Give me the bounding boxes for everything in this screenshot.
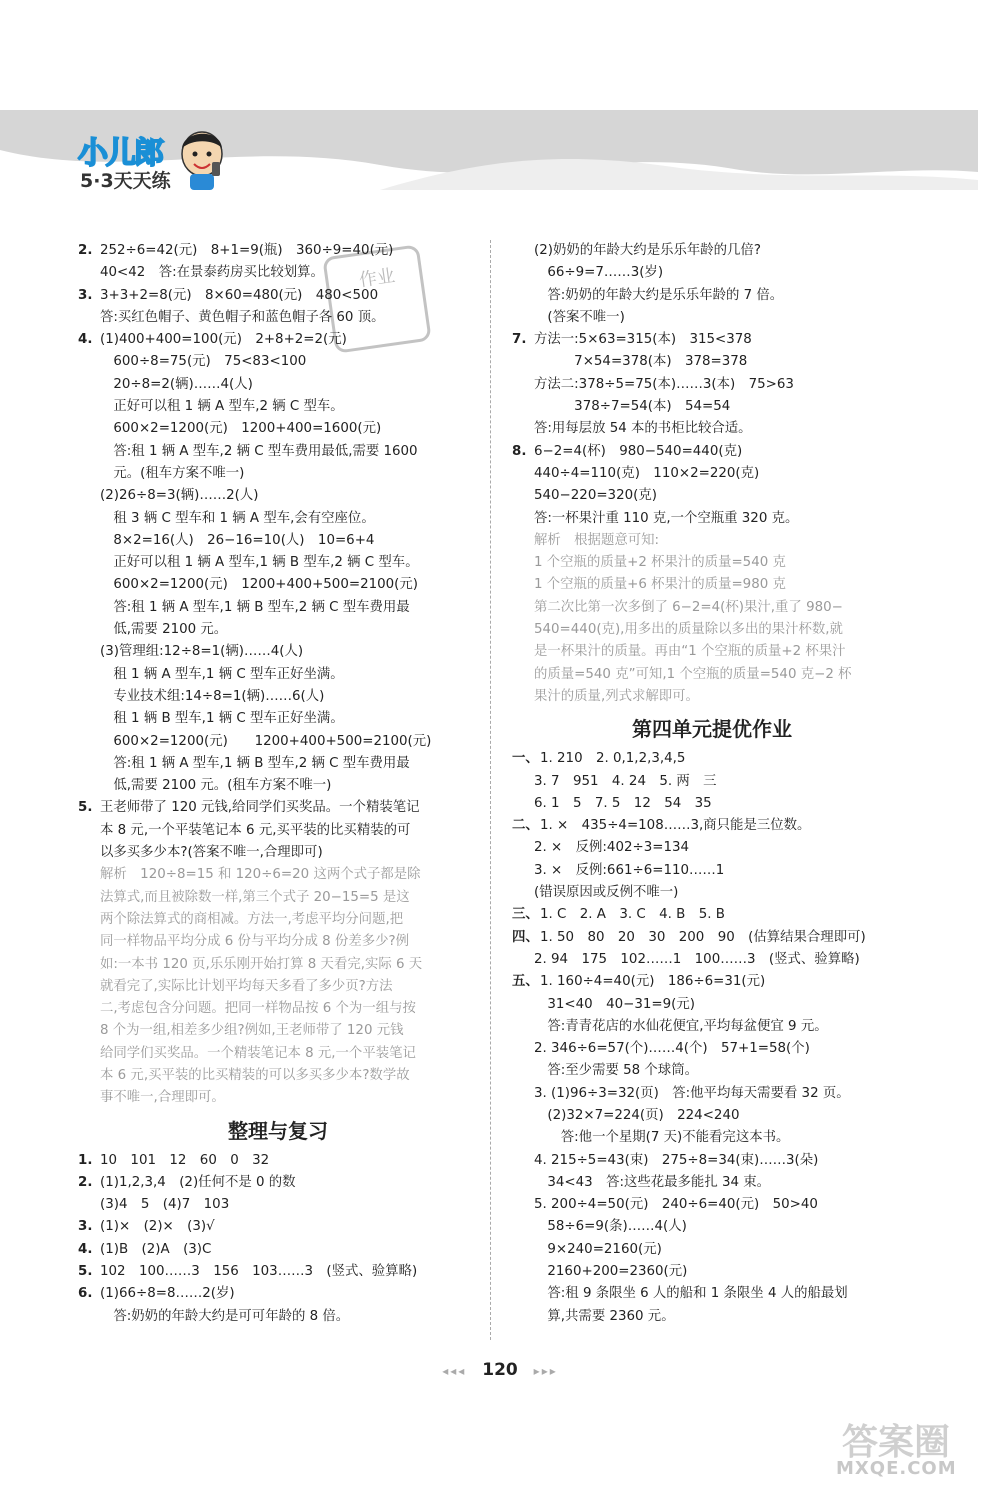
answer-line <box>78 708 478 730</box>
answer-line <box>512 1150 912 1172</box>
answer-line <box>78 1020 478 1042</box>
answer-line <box>512 1283 912 1305</box>
answer-line <box>512 994 912 1016</box>
answer-text: 1. 210 2. 0,1,2,3,4,5 <box>540 751 686 767</box>
answer-line <box>78 418 478 440</box>
answer-text: 1. × 435÷4=108……3,商只能是三位数。 <box>540 818 811 834</box>
answer-text: 66÷9=7……3(岁) <box>534 265 664 281</box>
answer-line <box>78 731 478 753</box>
question-number: 6. <box>78 1286 93 1302</box>
answer-line <box>512 485 912 507</box>
answer-line <box>512 351 912 373</box>
answer-line <box>78 307 478 329</box>
answer-line <box>512 1038 912 1060</box>
answer-text: 3. (1)96÷3=32(页) 答:他平均每天需要看 32 页。 <box>534 1085 850 1101</box>
answer-text: 答:一杯果汁重 110 克,一个空瓶重 320 克。 <box>534 510 799 526</box>
question-number: 4. <box>78 1241 93 1257</box>
answer-line <box>512 1016 912 1038</box>
answer-text: 3+3+2=8(元) 8×60=480(元) 480<500 <box>100 287 379 303</box>
question-number: 三、 <box>512 907 539 923</box>
answer-line <box>78 641 478 663</box>
site-watermark-url: MXQE.COM <box>836 1458 957 1479</box>
answer-line <box>512 1060 912 1082</box>
answer-line <box>78 619 478 641</box>
answer-line <box>78 262 478 284</box>
answer-line <box>78 931 478 953</box>
site-watermark-logo: 答案圈 <box>842 1422 951 1463</box>
answer-text: 专业技术组:14÷8=1(辆)……6(人) <box>100 688 325 704</box>
question-number: 5. <box>78 1264 93 1280</box>
answer-line <box>78 240 478 262</box>
answer-line <box>78 954 478 976</box>
answer-text: 算,共需要 2360 元。 <box>534 1308 675 1324</box>
answer-text: (错误原因或反例不唯一) <box>534 885 679 901</box>
answer-line <box>512 262 912 284</box>
answer-text: 低,需要 2100 元。 <box>100 622 228 638</box>
answer-line <box>512 418 912 440</box>
answer-text: 本 6 元,买平装的比买精装的可以多买多少本?数学故 <box>100 1067 410 1083</box>
question-number: 3. <box>78 1219 93 1235</box>
answer-line <box>512 574 912 596</box>
answer-line <box>78 1261 478 1283</box>
answer-text: (3)管理组:12÷8=1(辆)……4(人) <box>100 644 304 660</box>
answer-line <box>512 1105 912 1127</box>
answer-line <box>512 927 912 949</box>
answer-line <box>78 574 478 596</box>
answer-text: 二,考虑包含分问题。把同一样物品按 6 个为一组与按 <box>100 1001 416 1017</box>
answer-line <box>78 1150 478 1172</box>
answer-text: 20÷8=2(辆)……4(人) <box>100 376 253 392</box>
answer-line <box>512 664 912 686</box>
answer-text: 正好可以租 1 辆 A 型车,2 辆 C 型车。 <box>100 399 344 415</box>
answer-line <box>78 1194 478 1216</box>
answer-line <box>512 530 912 552</box>
answer-text: 58÷6=9(条)……4(人) <box>534 1219 687 1235</box>
right-column <box>512 240 912 1328</box>
answer-text: 8 个为一组,相差多少组?例如,王老师带了 120 元钱 <box>100 1023 404 1039</box>
answer-text: 540−220=320(克) <box>534 488 657 504</box>
answer-text: 600×2=1200(元) 1200+400=1600(元) <box>100 421 382 437</box>
answer-text: 378÷7=54(本) 54=54 <box>534 399 731 415</box>
answer-line <box>78 753 478 775</box>
answer-text: 方法一:5×63=315(本) 315<378 <box>534 332 752 348</box>
answer-line <box>78 797 478 819</box>
answer-line <box>512 1261 912 1283</box>
answer-line <box>512 307 912 329</box>
answer-text: 解析 根据题意可知: <box>534 532 660 548</box>
answer-line <box>512 882 912 904</box>
answer-line <box>78 485 478 507</box>
answer-line <box>78 329 478 351</box>
question-number: 8. <box>512 443 527 459</box>
answer-text: 2. × 反例:402÷3=134 <box>534 840 690 856</box>
answer-text: 如:一本书 120 页,乐乐刚开始打算 8 天看完,实际 6 天 <box>100 956 423 972</box>
answer-line <box>512 1216 912 1238</box>
answer-text: 600×2=1200(元) 1200+400+500=2100(元) <box>100 577 418 593</box>
answer-text: (2)32×7=224(页) 224<240 <box>534 1107 740 1123</box>
answer-text: 1. C 2. A 3. C 4. B 5. B <box>540 907 725 923</box>
answer-text: 3. 7 951 4. 24 5. 两 三 <box>534 773 717 789</box>
answer-line <box>78 463 478 485</box>
answer-line <box>78 441 478 463</box>
answer-line <box>512 597 912 619</box>
answer-line <box>512 1083 912 1105</box>
answer-line <box>78 508 478 530</box>
answer-text: 1. 50 80 20 30 200 90 (估算结果合理即可) <box>540 929 866 945</box>
answer-text: 2. 94 175 102……1 100……3 (竖式、验算略) <box>534 951 860 967</box>
answer-text: 2. 346÷6=57(个)……4(个) 57+1=58(个) <box>534 1041 810 1057</box>
question-number: 2. <box>78 1174 93 1190</box>
answer-line <box>512 396 912 418</box>
answer-line <box>512 771 912 793</box>
answer-text: 答:用每层放 54 本的书柜比较合适。 <box>534 421 752 437</box>
answer-text: (1)400+400=100(元) 2+8+2=2(元) <box>100 332 347 348</box>
question-number: 五、 <box>512 974 539 990</box>
answer-line <box>78 998 478 1020</box>
answer-text: 答:租 1 辆 A 型车,1 辆 B 型车,2 辆 C 型车费用最 <box>100 599 410 615</box>
answer-text: 31<40 40−31=9(元) <box>534 996 695 1012</box>
logo-title: 小儿郎 <box>78 136 162 171</box>
answer-text: 40<42 答:在景泰药房买比较划算。 <box>100 265 324 281</box>
answer-text: (1)B (2)A (3)C <box>100 1241 212 1257</box>
answer-line <box>512 240 912 262</box>
answer-line <box>512 1239 912 1261</box>
answer-line <box>512 1172 912 1194</box>
answer-line <box>78 374 478 396</box>
answer-line <box>512 619 912 641</box>
answer-text: (3)4 5 (4)7 103 <box>100 1197 230 1213</box>
answer-text: 2160+200=2360(元) <box>534 1264 688 1280</box>
answer-line <box>78 1172 478 1194</box>
answer-text: (2)26÷8=3(辆)……2(人) <box>100 488 259 504</box>
answer-text: 是一杯果汁的质量。再由“1 个空瓶的质量+2 杯果汁 <box>534 644 846 660</box>
answer-text: 600×2=1200(元) 1200+400+500=2100(元) <box>100 733 432 749</box>
answer-text: 4. 215÷5=43(束) 275÷8=34(束)……3(朵) <box>534 1152 819 1168</box>
answer-text: 租 1 辆 A 型车,1 辆 C 型车正好坐满。 <box>100 666 344 682</box>
answer-line <box>512 793 912 815</box>
answer-text: 答:租 1 辆 A 型车,2 辆 C 型车费用最低,需要 1600 <box>100 443 418 459</box>
question-number: 一、 <box>512 751 539 767</box>
answer-text: 方法二:378÷5=75(本)……3(本) 75>63 <box>534 376 794 392</box>
next-arrows-icon: ▸▸▸ <box>533 1364 558 1378</box>
answer-text: 答:租 1 辆 A 型车,1 辆 B 型车,2 辆 C 型车费用最 <box>100 755 410 771</box>
answer-text: 440÷4=110(克) 110×2=220(克) <box>534 465 760 481</box>
answer-line <box>78 1239 478 1261</box>
answer-line <box>78 842 478 864</box>
page-footer <box>0 1360 1000 1380</box>
question-number: 5. <box>78 800 93 816</box>
answer-line <box>78 552 478 574</box>
section-title-review: 整理与复习 <box>228 1118 328 1143</box>
answer-text: 本 8 元,一个平装笔记本 6 元,买平装的比买精装的可 <box>100 822 411 838</box>
answer-line <box>512 686 912 708</box>
answer-text: 答:他一个星期(7 天)不能看完这本书。 <box>534 1130 790 1146</box>
section-title-unit4: 第四单元提优作业 <box>632 717 792 742</box>
answer-line <box>512 463 912 485</box>
answer-line <box>78 1283 478 1305</box>
answer-text: 元。(租车方案不唯一) <box>100 465 245 481</box>
answer-line <box>78 1216 478 1238</box>
answer-line <box>78 887 478 909</box>
answer-line <box>512 441 912 463</box>
question-number: 7. <box>512 332 527 348</box>
answer-text: 王老师带了 120 元钱,给同学们买奖品。一个精装笔记 <box>100 800 420 816</box>
answer-text: 1 个空瓶的质量+6 杯果汁的质量=980 克 <box>534 577 786 593</box>
answer-text: 540=440(克),用多出的质量除以多出的果汁杯数,就 <box>534 622 843 638</box>
question-number: 3. <box>78 287 93 303</box>
question-number: 1. <box>78 1152 93 1168</box>
answer-text: 9×240=2160(元) <box>534 1241 662 1257</box>
left-column <box>78 240 478 1328</box>
answer-text: 第二次比第一次多倒了 6−2=4(杯)果汁,重了 980− <box>534 599 843 615</box>
answer-text: (1)× (2)× (3)√ <box>100 1219 215 1235</box>
answer-line <box>78 1306 478 1328</box>
answer-text: 的质量=540 克”可知,1 个空瓶的质量=540 克−2 杯 <box>534 666 852 682</box>
column-divider <box>490 240 491 1340</box>
answer-line <box>512 374 912 396</box>
answer-line <box>78 597 478 619</box>
answer-text: 1. 160÷4=40(元) 186÷6=31(元) <box>540 974 766 990</box>
question-number: 二、 <box>512 818 539 834</box>
answer-text: (1)66÷8=8……2(岁) <box>100 1286 235 1302</box>
answer-text: 事不唯一,合理即可。 <box>100 1090 225 1106</box>
answer-line <box>512 860 912 882</box>
answer-line <box>78 775 478 797</box>
answer-text: 租 1 辆 B 型车,1 辆 C 型车正好坐满。 <box>100 711 344 727</box>
answer-text: (2)奶奶的年龄大约是乐乐年龄的几倍? <box>534 243 761 258</box>
question-number: 四、 <box>512 929 539 945</box>
answer-line <box>78 1065 478 1087</box>
answer-line <box>512 904 912 926</box>
answer-text: 答:奶奶的年龄大约是可可年龄的 8 倍。 <box>100 1308 350 1324</box>
answer-text: 6−2=4(杯) 980−540=440(克) <box>534 443 743 459</box>
question-number: 2. <box>78 243 93 258</box>
answer-text: 600÷8=75(元) 75<83<100 <box>100 354 307 370</box>
answer-text: 正好可以租 1 辆 A 型车,1 辆 B 型车,2 辆 C 型车。 <box>100 555 419 571</box>
answer-text: 答:奶奶的年龄大约是乐乐年龄的 7 倍。 <box>534 287 784 303</box>
prev-arrows-icon: ◂◂◂ <box>442 1364 467 1378</box>
answer-line <box>512 949 912 971</box>
answer-line <box>78 1087 478 1109</box>
answer-text: 答:青青花店的水仙花便宜,平均每盆便宜 9 元。 <box>534 1018 828 1034</box>
answer-line <box>78 864 478 886</box>
page-number: 120 <box>482 1360 518 1380</box>
answer-line <box>512 508 912 530</box>
answer-line <box>512 748 912 770</box>
answer-text: 租 3 辆 C 型车和 1 辆 A 型车,会有空座位。 <box>100 510 375 526</box>
answer-line <box>512 1194 912 1216</box>
answer-line <box>512 1127 912 1149</box>
answer-text: 答:买红色帽子、黄色帽子和蓝色帽子各 60 顶。 <box>100 309 385 325</box>
answer-text: 就看完了,实际比计划平均每天多看了多少页?方法 <box>100 978 393 994</box>
answer-line <box>512 1306 912 1328</box>
answer-text: 34<43 答:这些花最多能扎 34 束。 <box>534 1174 771 1190</box>
answer-text: 102 100……3 156 103……3 (竖式、验算略) <box>100 1264 418 1280</box>
question-number: 4. <box>78 332 93 348</box>
answer-text: 10 101 12 60 0 32 <box>100 1152 270 1168</box>
answer-text: (答案不唯一) <box>534 309 625 325</box>
answer-text: 答:至少需要 58 个球筒。 <box>534 1063 698 1079</box>
answer-line <box>78 530 478 552</box>
answer-text: 解析 120÷8=15 和 120÷6=20 这两个式子都是除 <box>100 867 421 883</box>
answer-line <box>512 329 912 351</box>
answer-line <box>78 396 478 418</box>
answer-text: 3. × 反例:661÷6=110……1 <box>534 862 725 878</box>
answer-line <box>512 815 912 837</box>
answer-text: 252÷6=42(元) 8+1=9(瓶) 360÷9=40(元) <box>100 243 394 258</box>
answer-text: 1 个空瓶的质量+2 杯果汁的质量=540 克 <box>534 555 786 571</box>
answer-line <box>78 909 478 931</box>
answer-line <box>78 686 478 708</box>
answer-text: 两个除法算式的商相减。方法一,考虑平均分问题,把 <box>100 911 404 927</box>
answer-line <box>512 552 912 574</box>
answer-text: 以多买多少本?(答案不唯一,合理即可) <box>100 845 323 861</box>
answer-line <box>78 351 478 373</box>
answer-line <box>78 664 478 686</box>
answer-text: (1)1,2,3,4 (2)任何不是 0 的数 <box>100 1174 296 1190</box>
stamp-text: 作业 <box>357 265 397 292</box>
answer-text: 6. 1 5 7. 5 12 54 35 <box>534 795 712 811</box>
answer-line <box>78 976 478 998</box>
answer-text: 7×54=378(本) 378=378 <box>534 354 748 370</box>
answer-text: 给同学们买奖品。一个精装笔记本 8 元,一个平装笔记 <box>100 1045 416 1061</box>
answer-line <box>512 971 912 993</box>
answer-line <box>78 820 478 842</box>
answer-line <box>512 641 912 663</box>
answer-line <box>78 1043 478 1065</box>
logo-subtitle: 5·3天天练 <box>80 170 171 192</box>
answer-line <box>78 285 478 307</box>
answer-text: 答:租 9 条限坐 6 人的船和 1 条限坐 4 人的船最划 <box>534 1286 848 1302</box>
answer-line <box>512 837 912 859</box>
answer-text: 8×2=16(人) 26−16=10(人) 10=6+4 <box>100 532 375 548</box>
answer-text: 低,需要 2100 元。(租车方案不唯一) <box>100 778 332 794</box>
answer-text: 同一样物品平均分成 6 份与平均分成 8 份差多少?例 <box>100 934 409 950</box>
answer-text: 果汁的质量,列式求解即可。 <box>534 688 699 704</box>
answer-text: 5. 200÷4=50(元) 240÷6=40(元) 50>40 <box>534 1197 818 1213</box>
answer-text: 法算式,而且被除数一样,第三个式子 20−15=5 是这 <box>100 889 410 905</box>
mascot-boy-icon <box>174 126 230 192</box>
answer-line <box>512 285 912 307</box>
